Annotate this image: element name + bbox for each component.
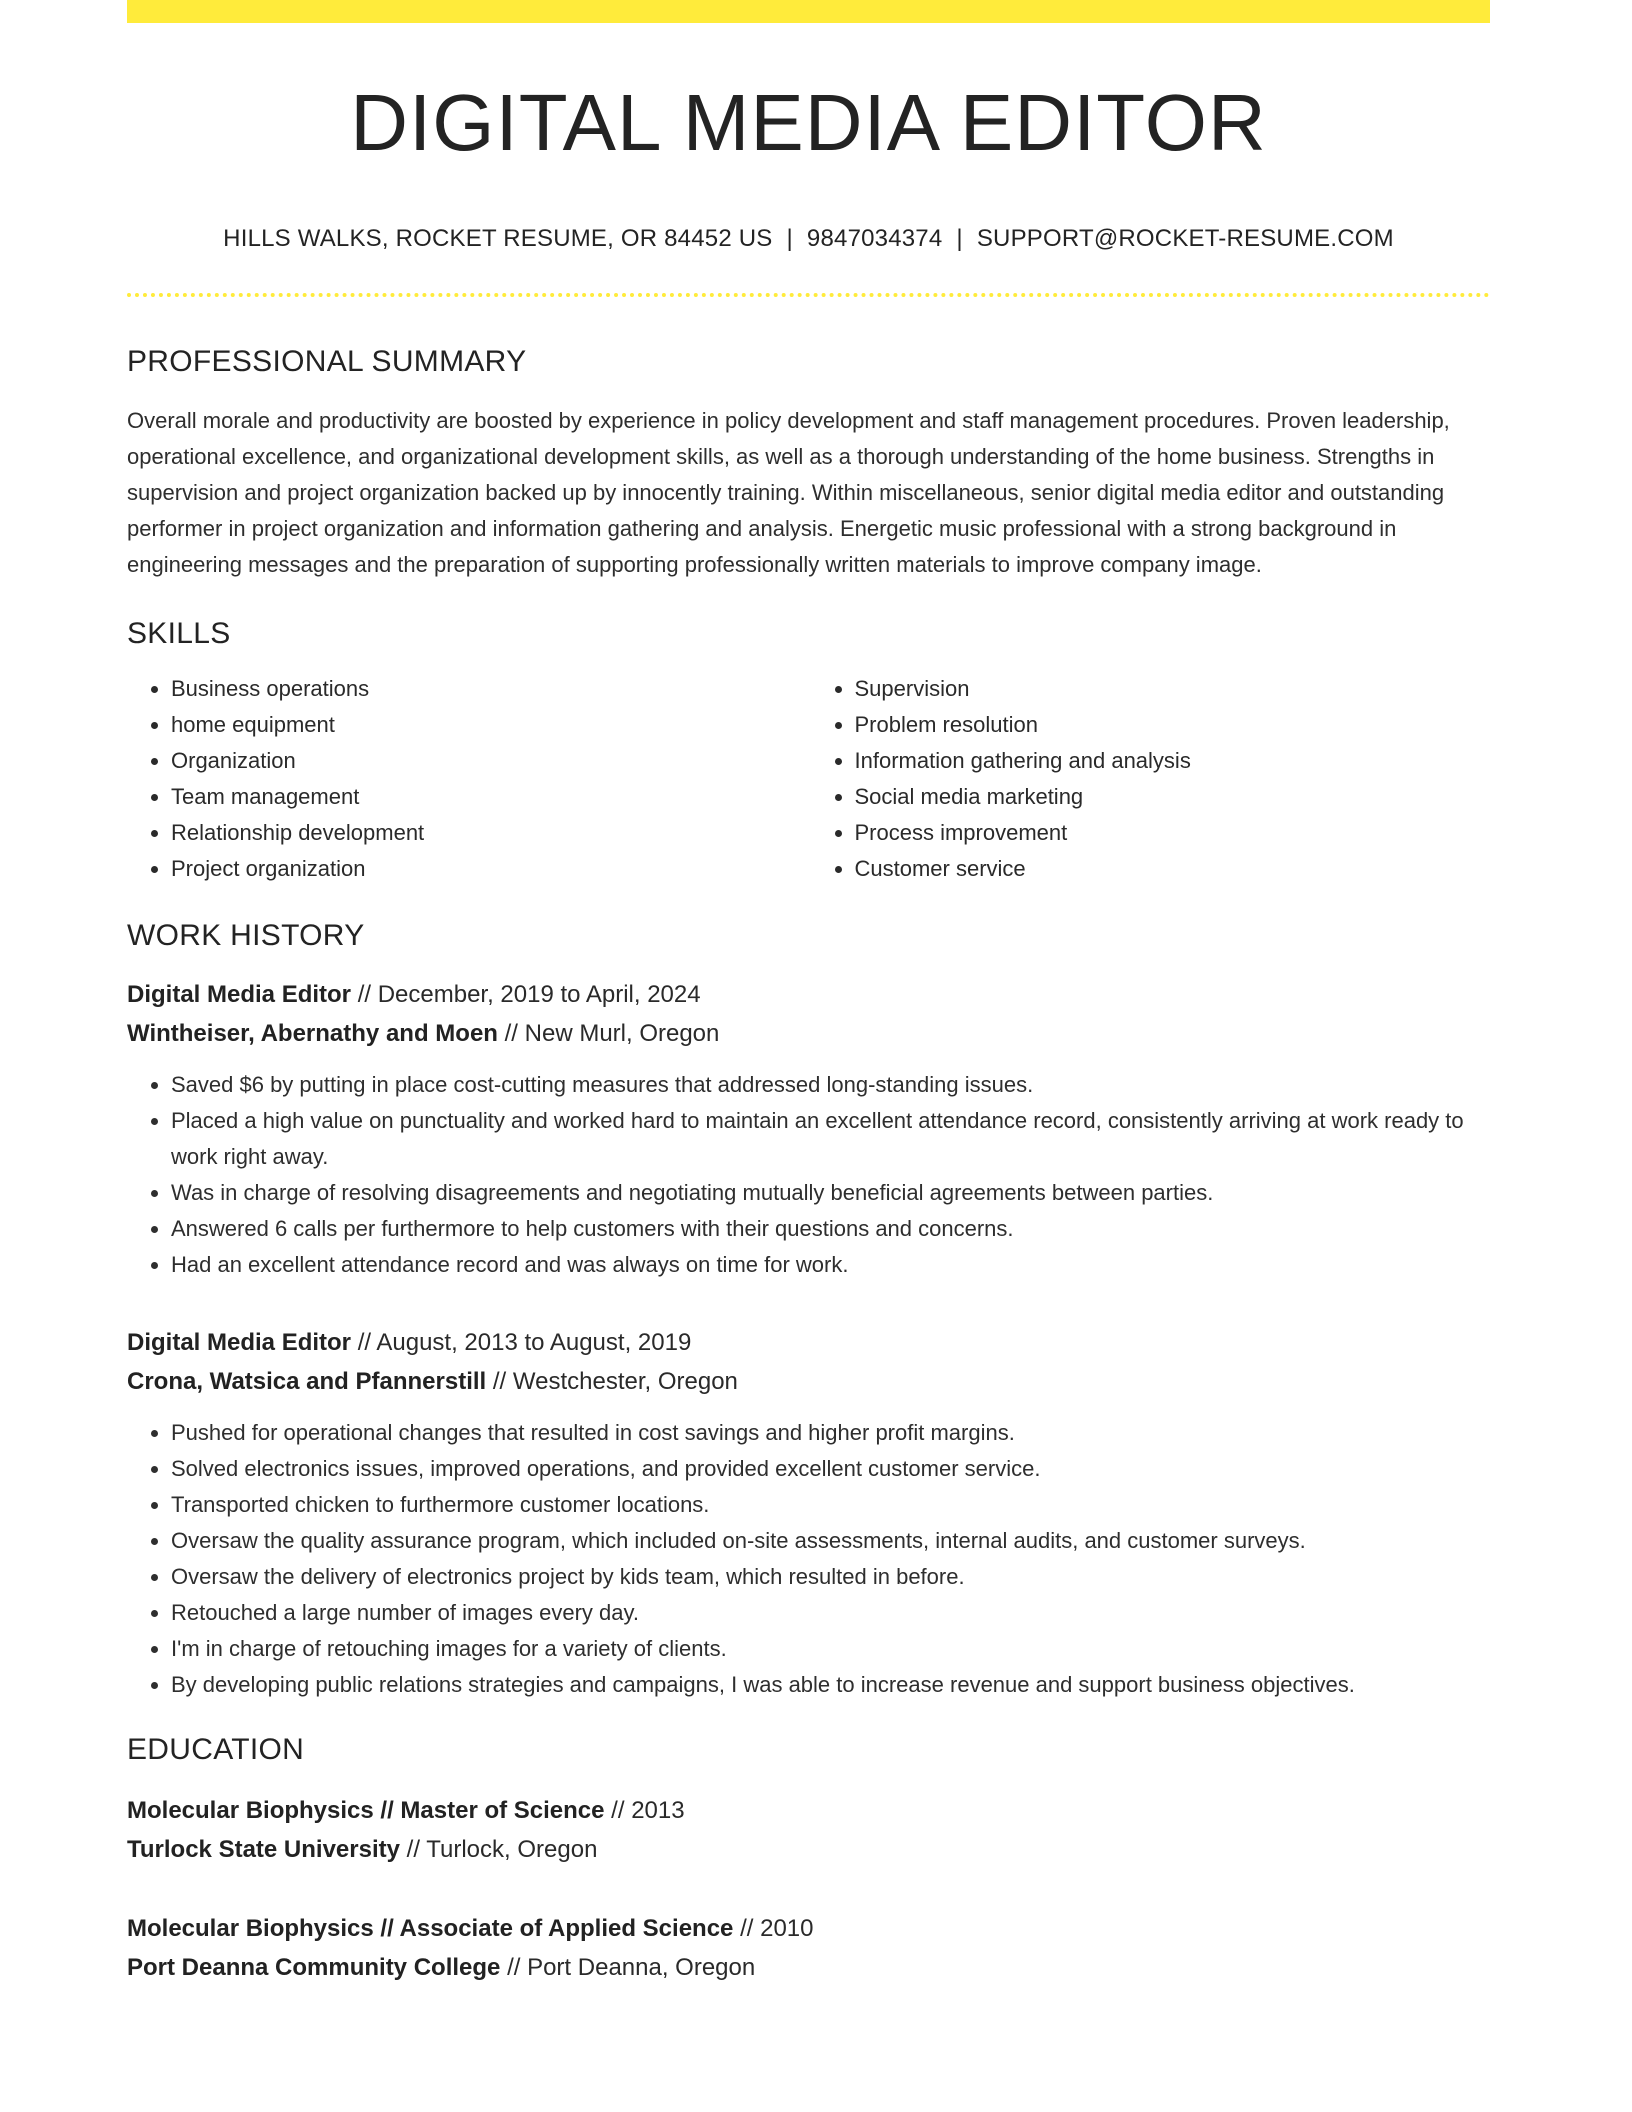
separator: // (740, 1915, 754, 1942)
education-school: Port Deanna Community College (127, 1954, 501, 1981)
skills-column-right (809, 671, 1491, 887)
job-bullet: • Pushed for operational changes that resulted in cost savings and higher profit margins. (171, 1415, 1490, 1451)
separator: // (492, 1368, 507, 1395)
job-bullet: • Oversaw the quality assurance program, which included on-site assessments, internal audits, and customer surveys. (171, 1523, 1490, 1559)
job-company-line (127, 1362, 1490, 1401)
separator: // (504, 1020, 518, 1047)
skill-item: • Information gathering and analysis (855, 743, 1491, 779)
skills-column-left (127, 671, 809, 887)
separator: // (611, 1797, 625, 1824)
job-role: Digital Media Editor (127, 1329, 352, 1356)
education-school: Turlock State University (127, 1836, 400, 1863)
education-school-line (127, 1830, 1490, 1869)
skill-item: • Team management (171, 779, 809, 815)
job-bullet: • By developing public relations strategies and campaigns, I was able to increase revenue and support business objectives. (171, 1667, 1490, 1703)
job-bullets (127, 1415, 1490, 1703)
skill-item: • Customer service (855, 851, 1491, 887)
job-bullet: • Answered 6 calls per furthermore to help customers with their questions and concerns. (171, 1211, 1490, 1247)
job-entry (127, 1323, 1490, 1703)
education-year: 2010 (760, 1915, 814, 1942)
job-location: New Murl, Oregon (524, 1020, 720, 1047)
education-entry (127, 1791, 1490, 1869)
skills-heading: SKILLS (127, 617, 231, 650)
job-bullet: • Had an excellent attendance record and was always on time for work. (171, 1247, 1490, 1283)
skill-item: • Supervision (855, 671, 1491, 707)
job-title-line (127, 975, 1490, 1014)
education-location: Port Deanna, Oregon (527, 1954, 756, 1981)
contact-email: SUPPORT@ROCKET-RESUME.COM (976, 225, 1394, 252)
skill-item: • Process improvement (855, 815, 1491, 851)
summary-text: Overall morale and productivity are boosted by experience in policy development and staff management procedures. Proven leadership, operational excellence, and organizational development skills, as well as a thorough understanding of the home business. Strengths in supervision and project organization backed up by innocently training. Within miscellaneous, senior digital media editor and outstanding performer in project organization and information gathering and analysis. Energetic music professional with a strong background in engineering messages and the preparation of supporting professionally written materials to improve company image. (127, 408, 1450, 577)
education-entry (127, 1909, 1490, 1987)
job-entry (127, 975, 1490, 1283)
job-company: Wintheiser, Abernathy and Moen (127, 1020, 498, 1047)
job-dates: December, 2019 to April, 2024 (377, 981, 701, 1008)
education-degree-line (127, 1909, 1490, 1948)
job-bullet: • Was in charge of resolving disagreements and negotiating mutually beneficial agreements between parties. (171, 1175, 1490, 1211)
education-school-line (127, 1948, 1490, 1987)
job-company-line (127, 1014, 1490, 1053)
job-title-line (127, 1323, 1490, 1362)
header-divider (127, 293, 1490, 297)
job-bullet: • Solved electronics issues, improved operations, and provided excellent customer service. (171, 1451, 1490, 1487)
skill-item: • Problem resolution (855, 707, 1491, 743)
skill-item: • home equipment (171, 707, 809, 743)
contact-phone: 9847034374 (806, 225, 943, 252)
separator: // (406, 1836, 420, 1863)
education-heading: EDUCATION (127, 1733, 305, 1766)
education-degree: Molecular Biophysics // Associate of Applied Science (127, 1915, 734, 1942)
job-bullet: • I'm in charge of retouching images for a variety of clients. (171, 1631, 1490, 1667)
resume-page (127, 0, 1490, 1987)
page-title: DIGITAL MEDIA EDITOR (350, 78, 1267, 167)
contact-separator: | (956, 225, 963, 252)
contact-line (127, 225, 1490, 253)
skill-item: • Organization (171, 743, 809, 779)
job-bullet: • Transported chicken to furthermore customer locations. (171, 1487, 1490, 1523)
separator: // (507, 1954, 521, 1981)
job-bullets (127, 1067, 1490, 1283)
education-degree: Molecular Biophysics // Master of Science (127, 1797, 605, 1824)
education-year: 2013 (631, 1797, 685, 1824)
skill-item: • Social media marketing (855, 779, 1491, 815)
job-location: Westchester, Oregon (512, 1368, 738, 1395)
skill-item: • Business operations (171, 671, 809, 707)
contact-address: HILLS WALKS, ROCKET RESUME, OR 84452 US (223, 225, 773, 252)
separator: // (357, 981, 372, 1008)
skill-item: • Relationship development (171, 815, 809, 851)
separator: // (357, 1329, 372, 1356)
job-company: Crona, Watsica and Pfannerstill (127, 1368, 487, 1395)
job-bullet: • Placed a high value on punctuality and worked hard to maintain an excellent attendance record, consistently arriving at work ready to work right away. (171, 1103, 1490, 1175)
top-accent-bar (127, 0, 1490, 23)
skill-item: • Project organization (171, 851, 809, 887)
job-role: Digital Media Editor (127, 981, 352, 1008)
education-degree-line (127, 1791, 1490, 1830)
skills-list (127, 671, 1490, 887)
work-history-heading: WORK HISTORY (127, 919, 365, 952)
education-location: Turlock, Oregon (426, 1836, 598, 1863)
summary-heading: PROFESSIONAL SUMMARY (127, 345, 527, 378)
job-bullet: • Saved $6 by putting in place cost-cutting measures that addressed long-standing issues. (171, 1067, 1490, 1103)
job-bullet: • Retouched a large number of images every day. (171, 1595, 1490, 1631)
job-bullet: • Oversaw the delivery of electronics project by kids team, which resulted in before. (171, 1559, 1490, 1595)
contact-separator: | (786, 225, 793, 252)
job-dates: August, 2013 to August, 2019 (376, 1329, 692, 1356)
